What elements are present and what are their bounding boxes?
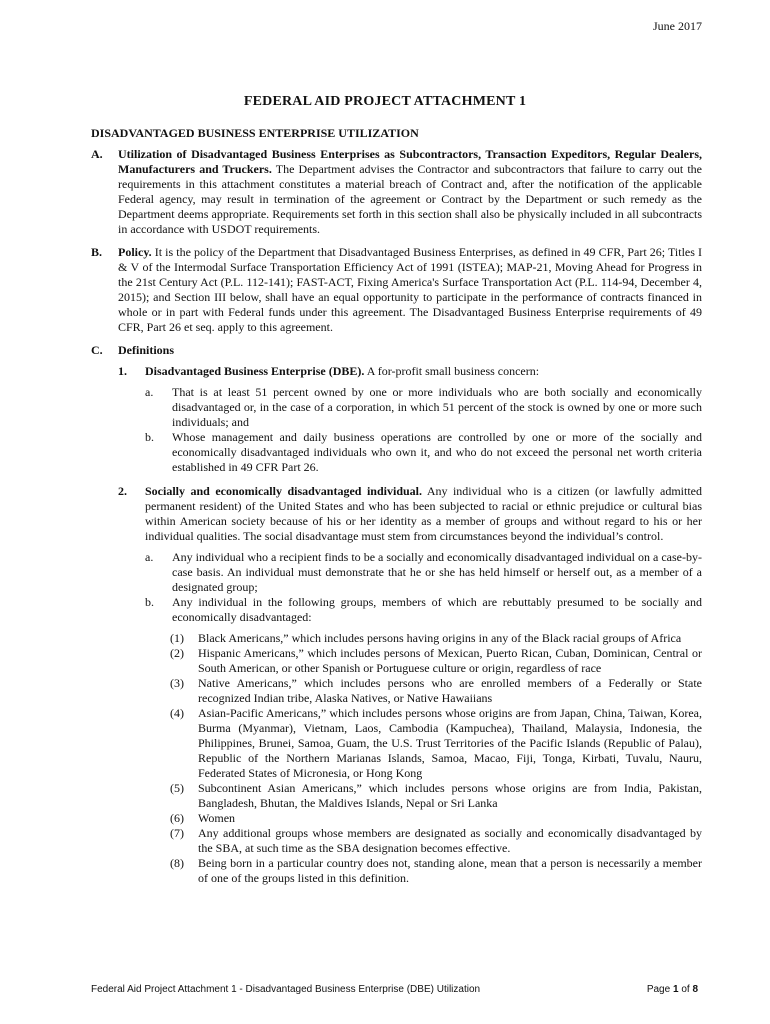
- list-item: [145, 385, 702, 430]
- item-letter: a.: [145, 550, 154, 564]
- total-pages: 8: [692, 984, 698, 995]
- section-heading: DISADVANTAGED BUSINESS ENTERPRISE UTILIZATION: [91, 126, 419, 140]
- header-date: June 2017: [653, 19, 702, 33]
- definition-1-number: 1.: [118, 364, 127, 378]
- item-text: Any individual who a recipient finds to be a socially and economically disadvantaged individual on a case-by-case basis. An individual must demonstrate that he or she has held himself or herself out, as a member of a designated group;: [172, 550, 702, 594]
- group-text: Hispanic Americans,” which includes persons of Mexican, Puerto Rican, Cuban, Dominican, Central or South American, or other Spanish or Portuguese culture or origin, regardless of race: [198, 646, 702, 675]
- section-b-bold: Policy.: [118, 245, 152, 259]
- group-text: Asian-Pacific Americans,” which includes persons whose origins are from Japan, China, Taiwan, Korea, Burma (Myanmar), Vietnam, Laos, Cambodia (Kampuchea), Thailand, Malaysia, Indonesia, the Philippines, Brunei, Samoa, Guam, the U.S. Trust Territories of the Pacific Islands (Republic of Palau), Republic of the Northern Marianas Islands, Samoa, Macao, Fiji, Tonga, Kirbati, Tuvalu, Nauru, Federated States of Micronesia, or Hong Kong: [198, 706, 702, 780]
- section-c-content: [118, 343, 702, 886]
- definition-2-number: 2.: [118, 484, 127, 498]
- definition-1: [118, 364, 702, 475]
- current-page: 1: [672, 984, 679, 995]
- group-text: Any additional groups whose members are designated as socially and economically disadvantaged by the SBA, at such time as the SBA designation becomes effective.: [198, 826, 702, 855]
- document-body: [91, 126, 702, 894]
- group-text: Native Americans,” which includes persons who are enrolled members of a Federally or State recognized Indian tribe, Alaska Natives, or Native Hawaiians: [198, 676, 702, 705]
- group-item: [170, 811, 702, 826]
- section-b: [91, 245, 702, 335]
- group-text: Subcontinent Asian Americans,” which includes persons whose origins are from India, Pakistan, Bangladesh, Bhutan, the Maldives Islands, Nepal or Sri Lanka: [198, 781, 702, 810]
- item-letter: b.: [145, 430, 154, 444]
- group-number: (3): [170, 676, 184, 690]
- group-text: Being born in a particular country does not, standing alone, mean that a person is necessarily a member of one of the groups listed in this definition.: [198, 856, 702, 885]
- definition-1-term: Disadvantaged Business Enterprise (DBE).: [145, 364, 365, 378]
- group-item: [170, 646, 702, 676]
- item-letter: a.: [145, 385, 154, 399]
- section-a: [91, 147, 702, 237]
- definition-1-text: [145, 364, 702, 379]
- item-letter: b.: [145, 595, 154, 609]
- definition-2-items: [145, 550, 702, 625]
- section-a-bold: Utilization of Disadvantaged Business Enterprises as Subcontractors, Transaction Expeditors, Regular Dealers, Manufacturers and Truckers.: [118, 147, 702, 176]
- presumed-groups-list: [170, 631, 702, 886]
- group-number: (2): [170, 646, 184, 660]
- section-a-label: A.: [91, 147, 103, 161]
- group-number: (6): [170, 811, 184, 825]
- definition-2-term: Socially and economically disadvantaged individual.: [145, 484, 422, 498]
- item-text: That is at least 51 percent owned by one or more individuals who are both socially and economically disadvantaged or, in the case of a corporation, in which 51 percent of the stock is owned by one or more such individuals; and: [172, 385, 702, 429]
- group-number: (1): [170, 631, 184, 645]
- group-number: (5): [170, 781, 184, 795]
- of-word: of: [681, 984, 690, 995]
- page-footer: [91, 982, 698, 997]
- item-text: Whose management and daily business operations are controlled by one or more of the socially and economically disadvantaged individuals who own it, and who do not exceed the personal net worth criteria established in 49 CFR Part 26.: [172, 430, 702, 474]
- definition-1-desc: A for-profit small business concern:: [364, 364, 540, 378]
- definition-2-text: [145, 484, 702, 544]
- list-item: [145, 430, 702, 475]
- section-c: [91, 343, 702, 886]
- page-number: [647, 982, 698, 997]
- group-number: (7): [170, 826, 184, 840]
- definition-2-desc: Any individual who is a citizen (or lawfully admitted permanent resident) of the United States and who has been subjected to racial or ethnic prejudice or cultural bias within American society because of his or her identity as a member of groups and without regard to his or her individual qualities. The social disadvantage must stem from circumstances beyond the individual’s control.: [145, 484, 702, 543]
- group-item: [170, 856, 702, 886]
- group-item: [170, 676, 702, 706]
- group-item: [170, 706, 702, 781]
- list-item: [145, 595, 702, 625]
- group-item: [170, 631, 702, 646]
- list-item: [145, 550, 702, 595]
- document-title: FEDERAL AID PROJECT ATTACHMENT 1: [243, 94, 527, 109]
- section-a-body: The Department advises the Contractor and subcontractors that failure to carry out the requirements in this attachment constitutes a material breach of Contract and, after the notification of the applicable Federal agency, may result in termination of the agreement or Contract by the Department or such remedy as the Department deems appropriate. Requirements set forth in this section shall also be physically included in all subcontracts in accordance with USDOT requirements.: [118, 162, 703, 236]
- footer-title: Federal Aid Project Attachment 1 - Disadvantaged Business Enterprise (DBE) Utilization: [91, 984, 481, 995]
- definitions-title: Definitions: [118, 343, 175, 357]
- definition-2: [118, 484, 702, 886]
- section-b-text: [118, 245, 702, 335]
- section-c-label: C.: [91, 343, 103, 357]
- definition-1-body: [145, 364, 702, 475]
- group-item: [170, 781, 702, 811]
- group-item: [170, 826, 702, 856]
- section-a-text: [118, 147, 702, 237]
- definition-1-items: [145, 385, 702, 475]
- group-text: Black Americans,” which includes persons having origins in any of the Black racial groups of Africa: [198, 631, 682, 645]
- item-text: Any individual in the following groups, members of which are rebuttably presumed to be socially and economically disadvantaged:: [172, 595, 702, 624]
- group-number: (4): [170, 706, 184, 720]
- definition-2-body: [145, 484, 702, 886]
- section-b-label: B.: [91, 245, 103, 259]
- group-text: Women: [198, 811, 236, 825]
- group-number: (8): [170, 856, 184, 870]
- page-word: Page: [646, 984, 671, 995]
- section-b-body: It is the policy of the Department that Disadvantaged Business Enterprises, as defined in 49 CFR, Part 26; Titles I & V of the Intermodal Surface Transportation Efficiency Act of 1991 (ISTEA); MAP-21, Moving Ahead for Progress in the 21st Century Act (P.L. 112-141); FAST-ACT, Fixing America's Surface Transportation Act (P.L. 114-94, December 4, 2015); and Section III below, shall have an equal opportunity to participate in the performance of contracts financed in whole or in part with Federal funds under this agreement. The Disadvantaged Business Enterprise requirements of 49 CFR, Part 26 et seq. apply to this agreement.: [118, 245, 702, 334]
